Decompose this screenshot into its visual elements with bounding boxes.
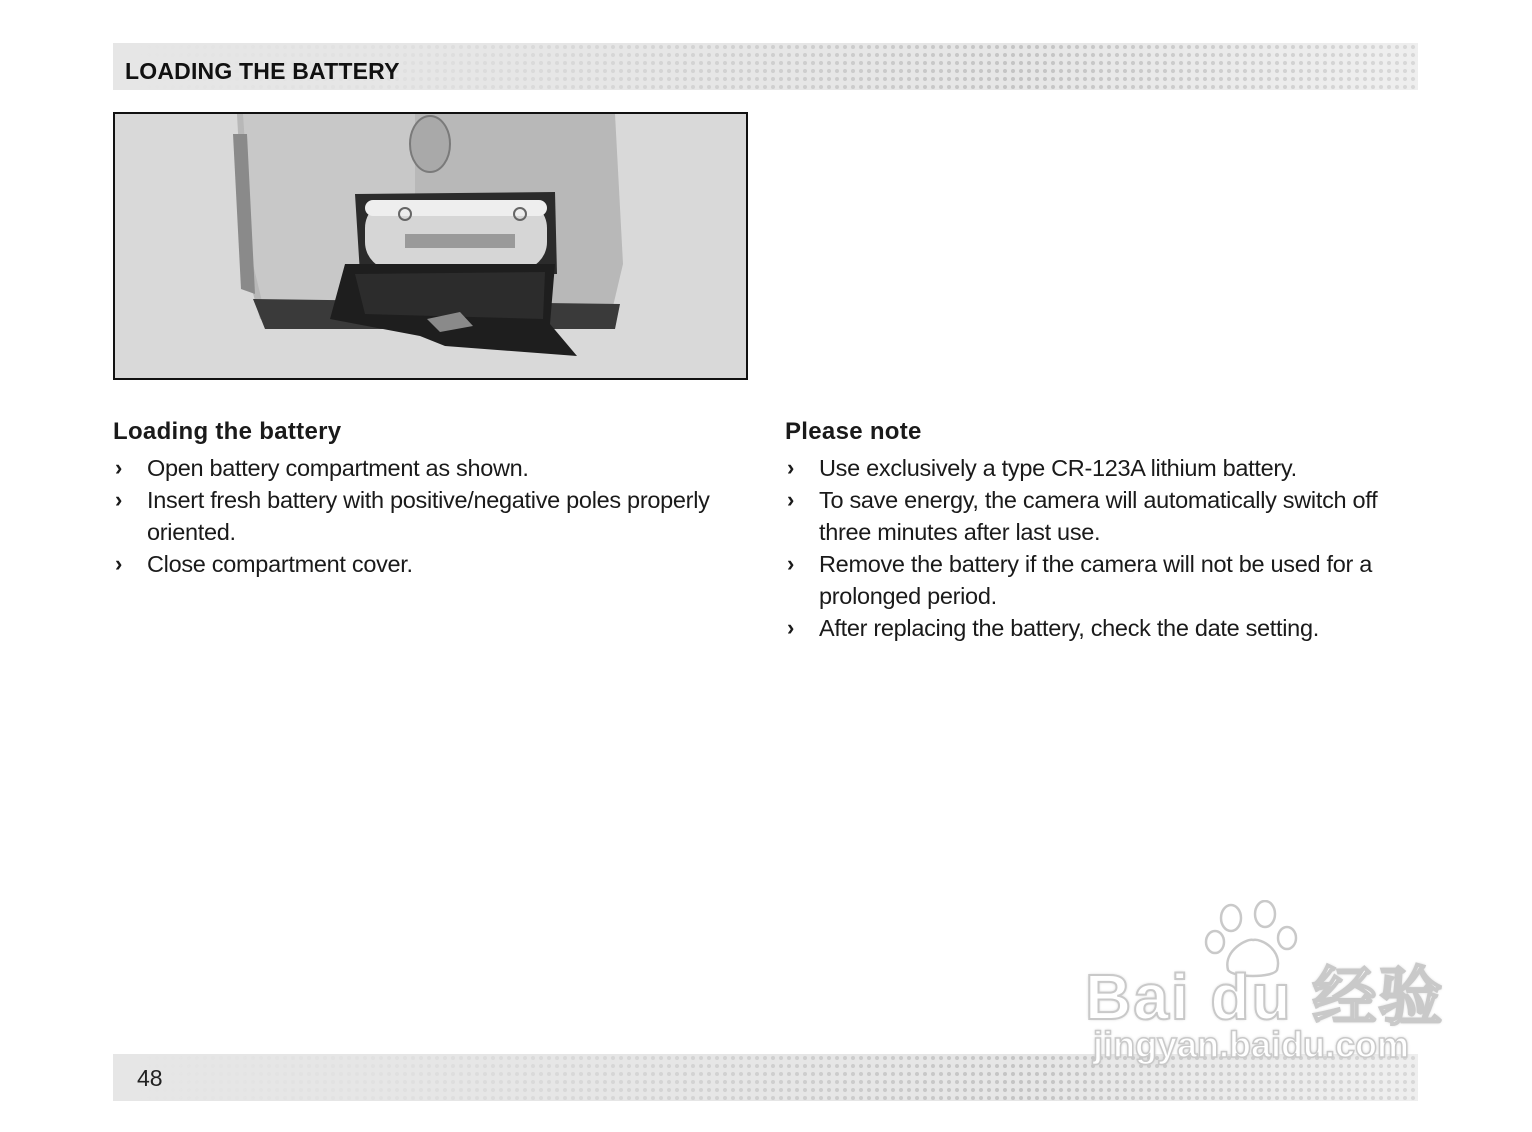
loading-steps-list <box>113 452 753 580</box>
list-item: › To save energy, the camera will automatically switch off three minutes after last use. <box>785 484 1425 548</box>
section-title-note: Please note <box>785 418 922 445</box>
page-title: LOADING THE BATTERY <box>125 58 400 84</box>
bullet-arrow-icon: › <box>787 615 795 640</box>
page-number: 48 <box>137 1065 163 1091</box>
bullet-arrow-icon: › <box>787 487 795 512</box>
header-band <box>113 43 1418 90</box>
list-item: › Remove the battery if the camera will not be used for a prolonged period. <box>785 548 1425 612</box>
watermark-logo-text: Bai du 经验 <box>1085 961 1445 1033</box>
bullet-arrow-icon: › <box>787 455 795 480</box>
watermark-url: jingyan.baidu.com <box>1093 1024 1410 1065</box>
bullet-arrow-icon: › <box>115 487 123 512</box>
bullet-arrow-icon: › <box>115 455 123 480</box>
list-item: › After replacing the battery, check the date setting. <box>785 612 1425 644</box>
notes-list <box>785 452 1425 644</box>
list-item: › Open battery compartment as shown. <box>113 452 753 484</box>
list-item: › Use exclusively a type CR-123A lithium battery. <box>785 452 1425 484</box>
bullet-arrow-icon: › <box>115 551 123 576</box>
section-title-loading: Loading the battery <box>113 418 342 445</box>
notes-section <box>785 418 1425 644</box>
battery-compartment-photo <box>113 112 748 380</box>
bullet-arrow-icon: › <box>787 551 795 576</box>
loading-instructions <box>113 418 753 580</box>
baidu-watermark <box>1085 900 1445 1070</box>
list-item: › Insert fresh battery with positive/negative poles properly oriented. <box>113 484 753 548</box>
list-item: › Close compartment cover. <box>113 548 753 580</box>
